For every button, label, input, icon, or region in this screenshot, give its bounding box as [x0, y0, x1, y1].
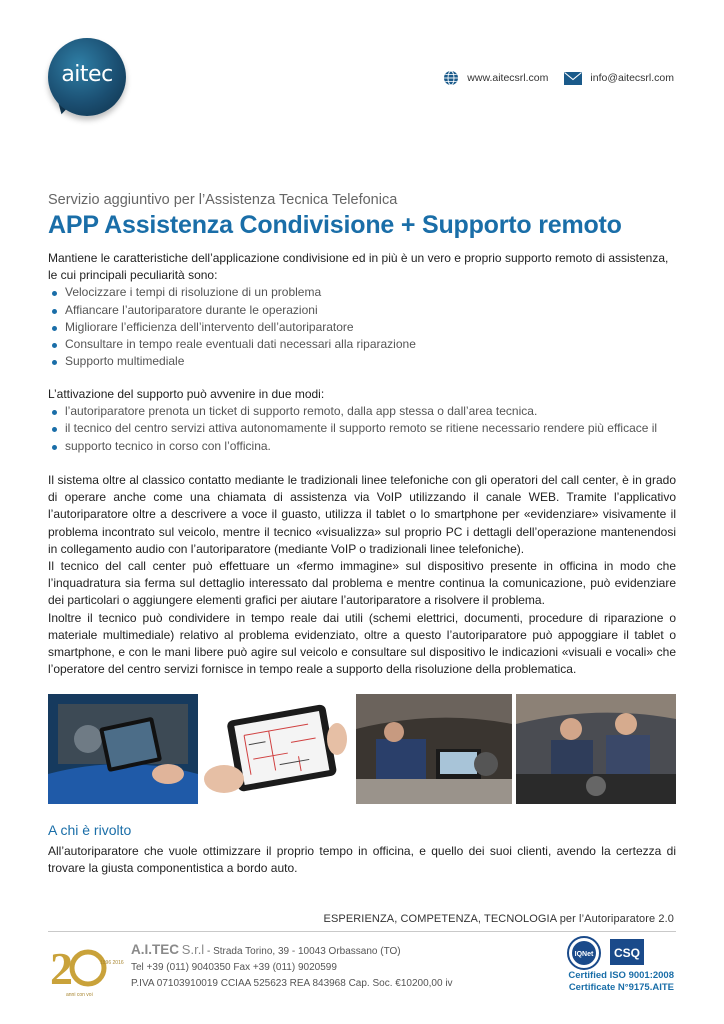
feature-item: Supporto multimediale	[48, 353, 676, 370]
anniversary-label: anni con voi	[66, 992, 93, 998]
intro-text: Mantiene le caratteristiche dell’applicazione condivisione ed in più è un vero e proprio supporto remoto di assistenza, le cui principali peculiarità sono:	[48, 251, 669, 283]
company-address: - Strada Torino, 39 - 10043 Orbassano (TO)	[206, 946, 401, 957]
page-title: APP Assistenza Condivisione + Supporto remoto	[48, 211, 622, 239]
feature-item: Velocizzare i tempi di risoluzione di un problema	[48, 284, 676, 301]
feature-item: Affiancare l’autoriparatore durante le operazioni	[48, 302, 676, 319]
photo-two-mechanics	[516, 694, 676, 804]
photo-strip	[48, 694, 676, 804]
paragraph: Il sistema oltre al classico contatto mediante le tradizionali linee telefoniche con gli operatori del call center, è in grado di operare anche come una chiamata di assistenza via VoIP utilizzando il canale WEB. Tramite l’applicativo l’autoriparatore oltre a descrivere a voce il guasto, utilizza il tablet o lo smartphone per «evidenziare» visivamente il problema incontrato sul veicolo, mentre il tecnico «visualizza» sul proprio PC i dettagli dell’operazione mantenendosi in collegamento audio con l’autoriparatore (mediante VoIP o tradizionali linee telefoniche).	[48, 473, 676, 556]
activation-item: l’autoriparatore prenota un ticket di supporto remoto, dalla app stessa o dall’area tecnica.	[48, 403, 676, 420]
company-name: A.I.TEC	[131, 942, 180, 957]
footer-divider	[48, 931, 676, 932]
company-suffix: S.r.l	[181, 942, 205, 957]
envelope-icon	[564, 72, 582, 85]
website-link[interactable]	[443, 70, 548, 86]
audience-text: All’autoriparatore che vuole ottimizzare il proprio tempo in officina, e quello dei suoi clienti, avendo la certezza di trovare la giusta componentistica a bordo auto.	[48, 844, 676, 876]
photo-tablet-engine	[48, 694, 198, 804]
aitec-logo[interactable]	[48, 38, 126, 116]
globe-icon	[443, 70, 459, 86]
activation-item: il tecnico del centro servizi attiva autonomamente il supporto remoto se ritiene necessario rendere più efficace il	[48, 420, 676, 437]
website-text: www.aitecsrl.com	[467, 72, 549, 84]
intro-block	[48, 250, 676, 370]
photo-tablet-diagram	[202, 694, 352, 804]
company-phone: Tel +39 (011) 9040350 Fax +39 (011) 9020599	[131, 962, 337, 973]
logo-text: aitec	[61, 62, 113, 87]
certification-text	[568, 970, 674, 994]
email-link[interactable]	[564, 72, 674, 85]
description-block	[48, 472, 676, 678]
company-info	[131, 942, 453, 992]
feature-item: Migliorare l’efficienza dell’intervento dell’autoriparatore	[48, 319, 676, 336]
footer-tagline: ESPERIENZA, COMPETENZA, TECNOLOGIA per l’Autoriparatore 2.0	[323, 913, 674, 925]
header-contacts	[427, 70, 674, 86]
anniversary-logo	[48, 940, 124, 1000]
csq-badge-text: CSQ	[613, 946, 641, 960]
cert-line-2: Certificate N°9175.AITE	[568, 982, 674, 993]
cert-line-1: Certified ISO 9001:2008	[568, 970, 674, 981]
company-line-1	[131, 942, 453, 960]
audience-heading: A chi è rivolto	[48, 822, 132, 838]
iqnet-badge-text: IQNet	[574, 951, 594, 958]
activation-list	[48, 403, 676, 455]
activation-block	[48, 386, 676, 455]
activation-intro: L’attivazione del supporto può avvenire in due modi:	[48, 387, 325, 401]
anniversary-years: 1996 2016	[100, 960, 124, 966]
paragraph: Inoltre il tecnico può condividere in tempo reale dai utili (schemi elettrici, documenti, procedure di riparazione o materiale multimediale) relativo al problema evidenziato, oltre a questo l’autoriparatore può appoggiare il tablet o smartphone, e con le mani libere può agire sul veicolo e consultare sul dispositivo le indicazioni «visuali e vocali» che l’operatore del centro servizi fornisce in tempo reale a supporto della risoluzione della problematica.	[48, 610, 676, 677]
photo-mechanic-laptop	[356, 694, 512, 804]
feature-list	[48, 284, 676, 370]
company-legal: P.IVA 07103910019 CCIAA 525623 REA 843968 Cap. Soc. €10200,00 iv	[131, 978, 453, 989]
activation-item: supporto tecnico in corso con l’officina.	[48, 438, 676, 455]
email-text: info@aitecsrl.com	[590, 72, 674, 84]
paragraph: Il tecnico del call center può effettuare un «fermo immagine» sul dispositivo presente in officina in modo che l’inquadratura sia ferma sul dettaglio interessato dal problema e mentre continua la comunicazione, può evidenziare dei particolari o aggiungere elementi grafici per aiutare l’autoriparatore a risolvere il problema.	[48, 559, 676, 608]
page-subtitle: Servizio aggiuntivo per l’Assistenza Tecnica Telefonica	[48, 192, 398, 208]
feature-item: Consultare in tempo reale eventuali dati necessari alla riparazione	[48, 336, 676, 353]
svg-text:2: 2	[50, 943, 73, 994]
